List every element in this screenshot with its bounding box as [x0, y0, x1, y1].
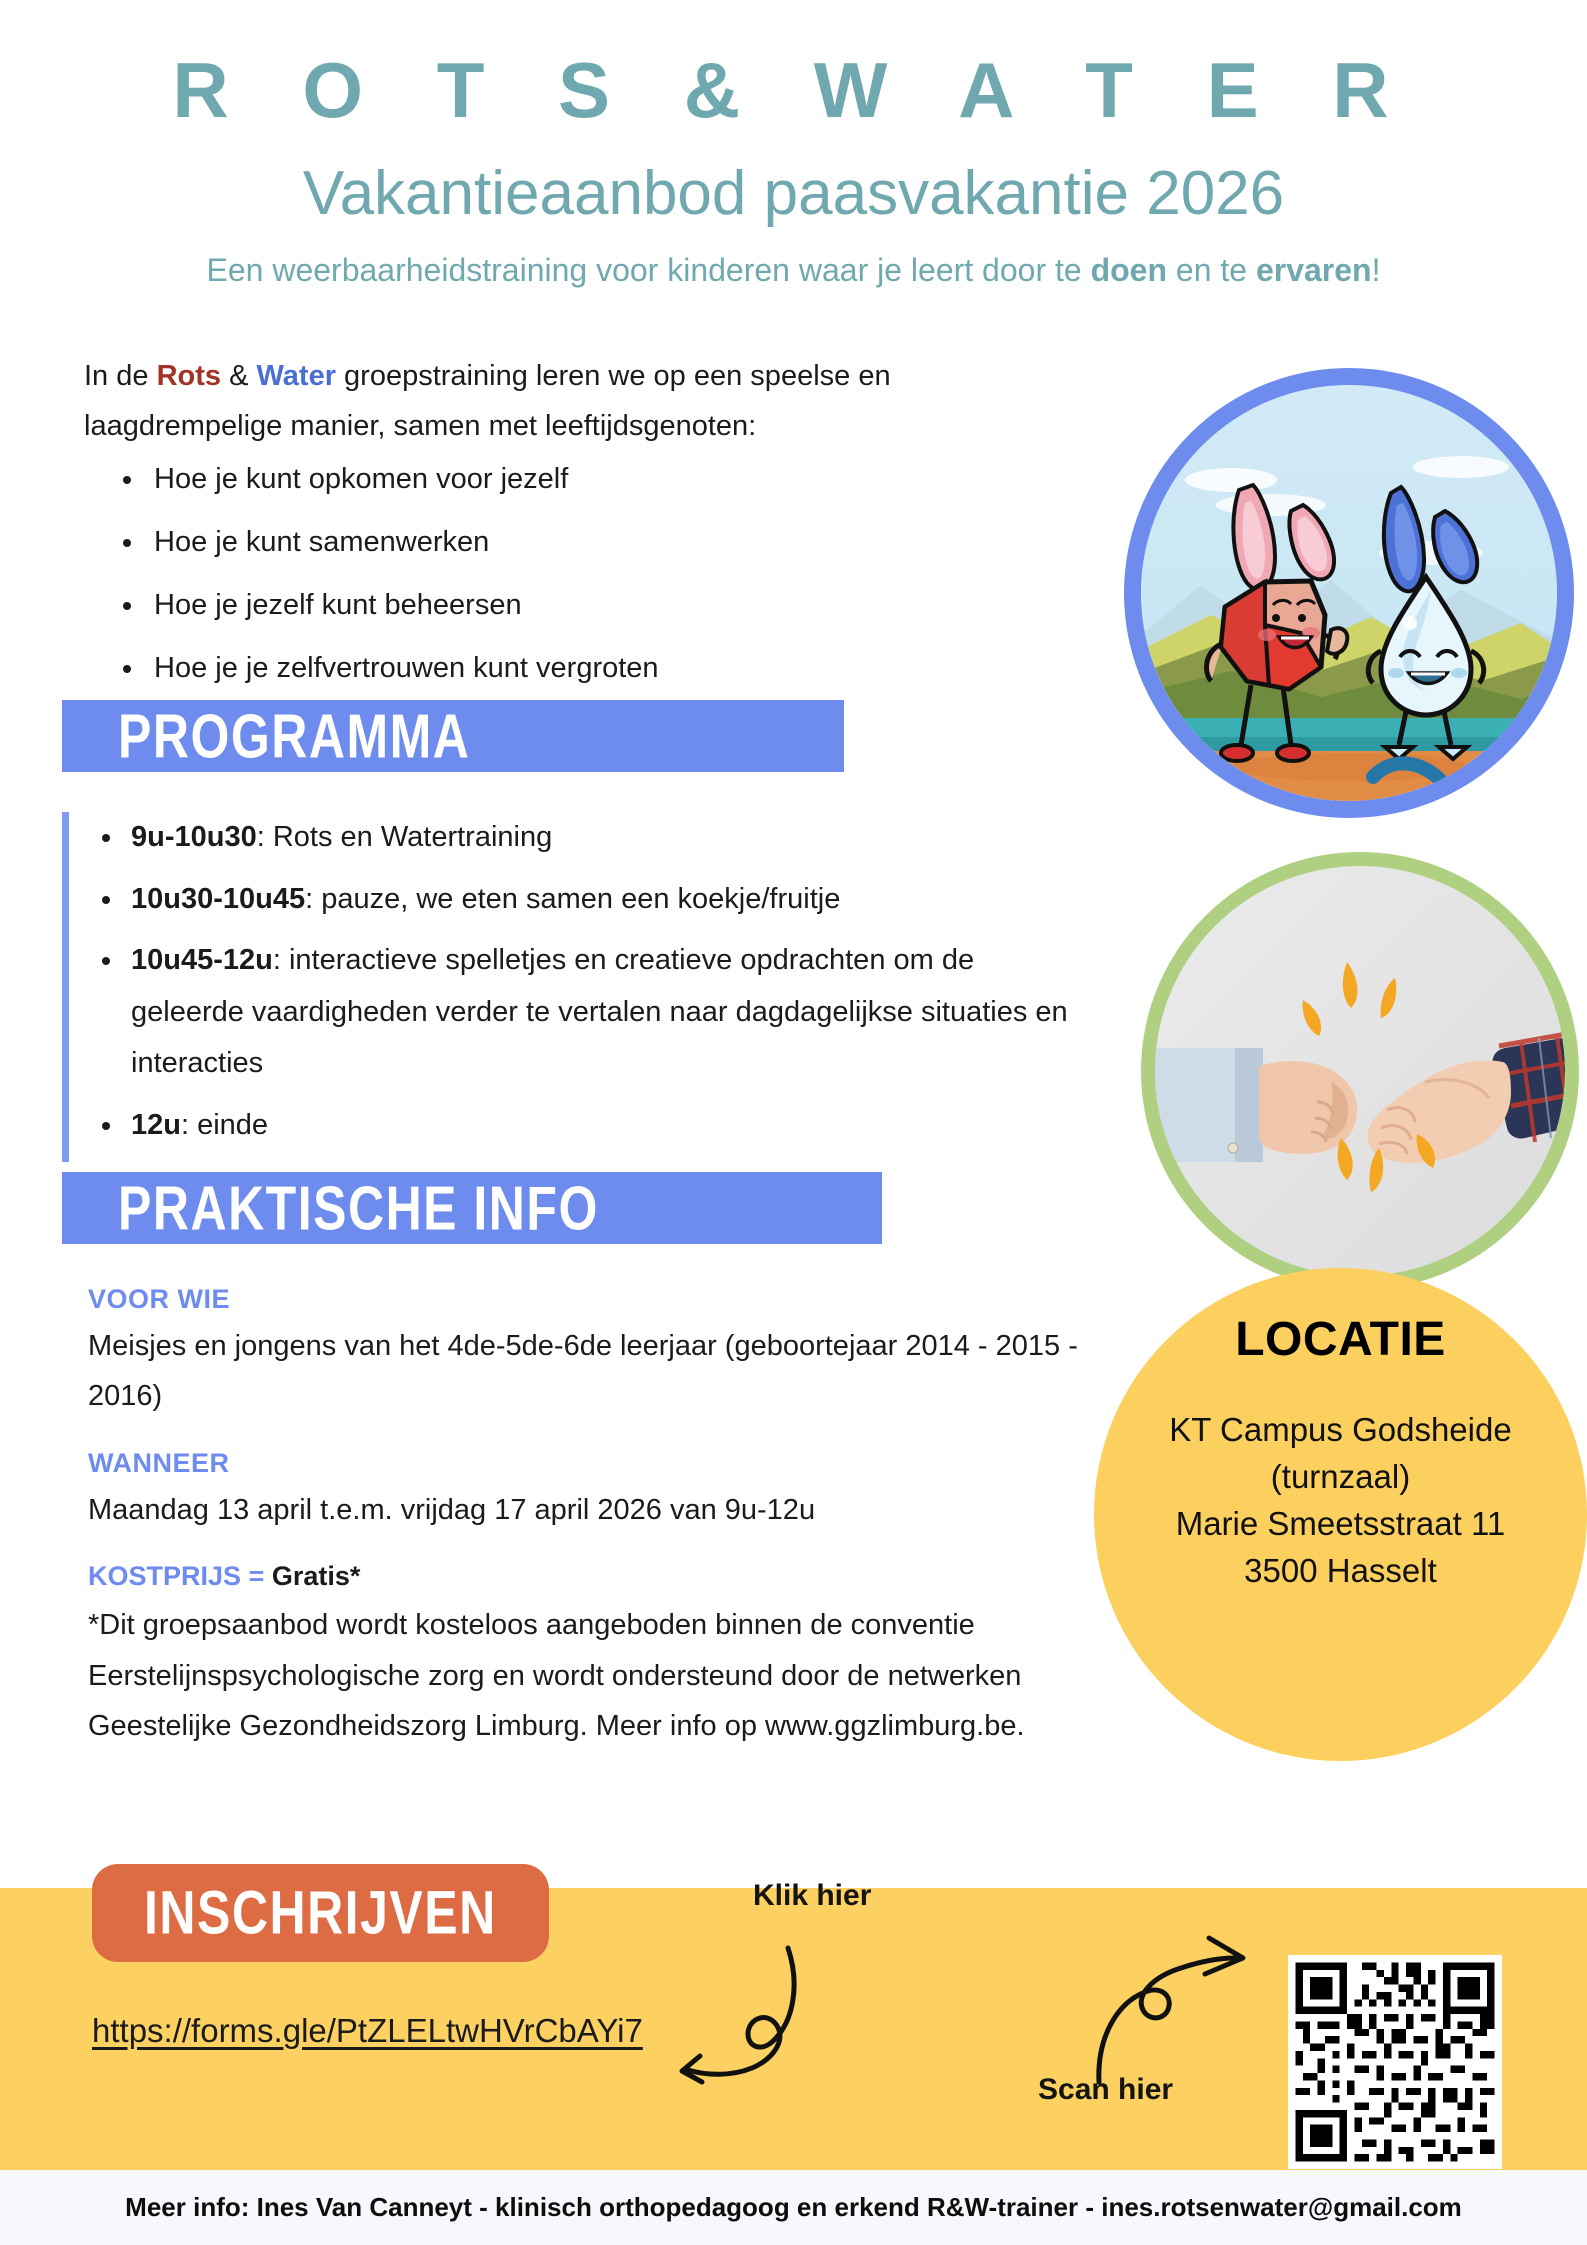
programma-block	[62, 812, 1069, 1162]
programma-time: 9u-10u30	[131, 821, 257, 853]
intro-suffix: groepstraining leren we op een speelse en laagdrempelige manier, samen met leeftijdsgenoten:	[84, 360, 891, 442]
programma-time: 12u	[131, 1109, 181, 1142]
rots-and-water-illustration	[1141, 385, 1557, 801]
highlight-water: Water	[256, 360, 336, 392]
page-title: R O T S & W A T E R	[172, 46, 1415, 134]
programma-list	[69, 812, 1069, 1152]
programma-desc: : Rots en Watertraining	[256, 821, 553, 853]
list-item	[125, 1100, 1069, 1152]
list-item	[125, 935, 1069, 1090]
list-item	[125, 874, 1069, 926]
list-item	[125, 812, 1069, 864]
intro-prefix: In de	[84, 360, 157, 392]
footer-bar	[0, 2170, 1587, 2245]
label-kostprijs	[88, 1561, 1098, 1592]
section-header-programma	[62, 700, 844, 772]
programma-time: 10u30-10u45	[131, 882, 306, 915]
qr-code-image	[1288, 1955, 1502, 2169]
scan-hier-label: Scan hier	[1038, 2073, 1174, 2106]
fistbump-photo	[1141, 852, 1579, 1290]
footer-contact-text: Meer info: Ines Van Canneyt - klinisch orthopedagoog en erkend R&W-trainer - ines.rotsenwater@gmail.com	[125, 2192, 1462, 2222]
kostprijs-value: Gratis*	[271, 1561, 361, 1592]
highlight-rots: Rots	[156, 360, 222, 392]
intro-amp: &	[221, 360, 257, 392]
text-kostprijs-note: *Dit groepsaanbod wordt kosteloos aangeboden binnen de conventie Eerstelijnspsychologische zorg en wordt ondersteund door de netwerken Geestelijke Gezondheidszorg Limburg. Meer info op www.ggzlimburg.be.	[88, 1609, 1025, 1743]
kostprijs-label-text: KOSTPRIJS =	[88, 1561, 272, 1592]
locatie-line-2: (turnzaal)	[1270, 1457, 1411, 1495]
intro-bullet-list	[108, 455, 1066, 707]
list-item: • Hoe je kunt samenwerken	[146, 518, 1066, 568]
tagline-bold-ervaren: ervaren	[1255, 252, 1372, 288]
tagline-part-3: !	[1371, 252, 1381, 288]
locatie-line-1: KT Campus Godsheide	[1169, 1411, 1512, 1448]
mascots-photo	[1124, 368, 1574, 818]
tagline-part-1: Een weerbaarheidstraining voor kinderen waar je leert door te	[206, 252, 1091, 288]
inschrijven-badge	[92, 1864, 549, 1962]
programma-desc: : interactieve spelletjes en creatieve opdrachten om de geleerde vaardigheden verder te vertalen naar dagdagelijkse situaties en interacties	[131, 944, 1068, 1080]
klik-hier-label: Klik hier	[753, 1879, 872, 1912]
text-wanneer: Maandag 13 april t.e.m. vrijdag 17 april 2026 van 9u-12u	[88, 1493, 816, 1526]
programma-desc: : einde	[180, 1109, 269, 1142]
locatie-badge	[1094, 1268, 1587, 1761]
locatie-line-3: Marie Smeetsstraat 11	[1175, 1504, 1506, 1542]
list-item: • Hoe je jezelf kunt beheersen	[146, 581, 1066, 631]
section-header-praktische-info	[62, 1172, 882, 1244]
inschrijven-label: INSCHRIJVEN	[144, 1878, 497, 1948]
programma-desc: : pauze, we eten samen een koekje/fruitje	[305, 882, 841, 915]
qr-code[interactable]	[1288, 1955, 1502, 2169]
section-header-praktische-info-label: PRAKTISCHE INFO	[118, 1173, 599, 1243]
locatie-line-4: 3500 Hasselt	[1244, 1551, 1437, 1589]
praktische-info-body	[88, 1284, 1098, 1752]
page-tagline	[0, 252, 1587, 289]
locatie-title: LOCATIE	[1235, 1313, 1446, 1366]
programma-time: 10u45-12u	[131, 944, 273, 977]
registration-form-link[interactable]: https://forms.gle/PtZLELtwHVrCbAYi7	[92, 2012, 643, 2049]
label-wanneer: WANNEER	[88, 1447, 230, 1478]
text-voor-wie: Meisjes en jongens van het 4de-5de-6de leerjaar (geboortejaar 2014 - 2015 - 2016)	[88, 1330, 1078, 1413]
list-item: • Hoe je kunt opkomen voor jezelf	[146, 455, 1066, 505]
curved-arrow-left-icon	[648, 1940, 828, 2100]
fistbump-illustration	[1155, 866, 1565, 1276]
locatie-address	[1169, 1407, 1511, 1594]
list-item: • Hoe je je zelfvertrouwen kunt vergroten	[146, 644, 1066, 694]
section-header-programma-label: PROGRAMMA	[118, 701, 471, 771]
page-subtitle: Vakantieaanbod paasvakantie 2026	[302, 159, 1285, 228]
tagline-part-2: en te	[1167, 252, 1256, 288]
curved-arrow-right-icon	[1075, 1930, 1275, 2100]
label-voor-wie: VOOR WIE	[88, 1284, 231, 1314]
intro-paragraph	[84, 352, 1034, 452]
tagline-bold-doen: doen	[1090, 252, 1167, 288]
